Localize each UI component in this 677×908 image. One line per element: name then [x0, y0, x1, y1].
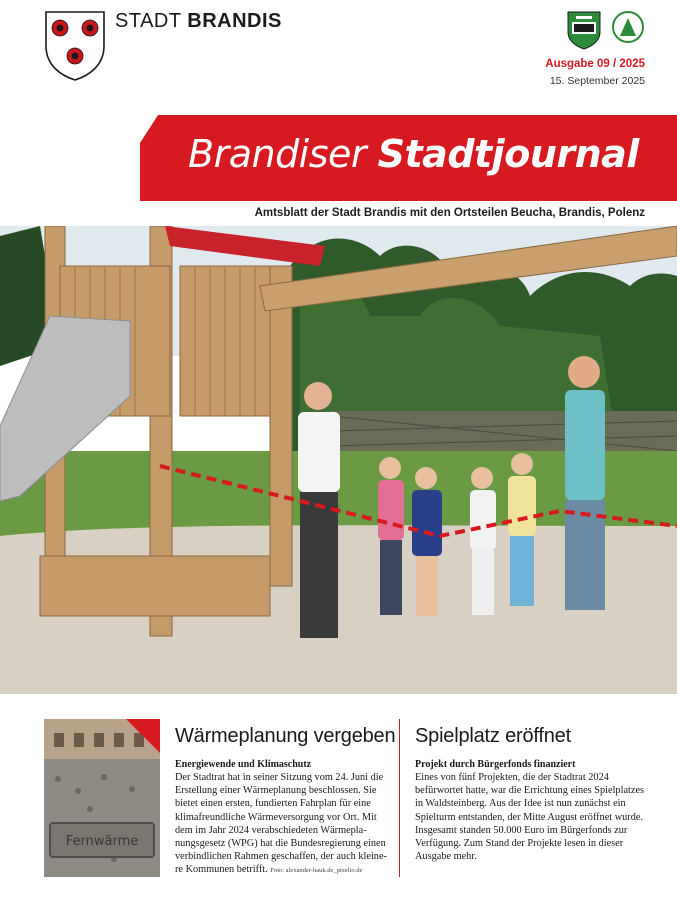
article-body: Der Stadtrat hat in seiner Sitzung vom 24. Juni die Erstellung einer Wärmeplanung beschlossen. Sie bietet einen ersten, fundierten Fahrplan für eine klimafreundliche Wärmeversorgung vor Ort. Mit dem im Jahr 2024 verabschiedeten Wärmepla-nungsgesetz (WPG) hat die Bundesregierung einen verbindlichen Rahmen geschaffen, der auch kleine-re Kommunen betrifft. Foto: alexander-hauk.de_pixelio.de: [175, 772, 387, 876]
issue-info: [545, 57, 645, 88]
article-playground: [415, 722, 647, 863]
article-subtitle: Projekt durch Bürgerfonds finanziert: [415, 759, 576, 770]
article-heat-planning: [175, 722, 396, 878]
plate-text: Fernwärme: [65, 834, 139, 849]
city-name: STADT BRANDIS: [115, 10, 282, 32]
issue-date: 15. September 2025: [549, 75, 645, 87]
hero-photo-playground-opening: [0, 226, 677, 694]
photo-credit: Foto: alexander-hauk.de_pixelio.de: [270, 867, 363, 875]
article-body: Eines von fünf Projekten, die der Stadtrat 2024 befürwortet hatte, war die Errichtung eines Spielplatzes in Waldsteinberg. Aus der Idee ist nun zunächst ein Spielturm entstanden, der Mitte August eröffnet wurde. Insgesamt standen 50.000 Euro im Bürgerfonds zur Verfügung. Zum Stand der Projekte lesen in dieser Ausgabe mehr.: [415, 772, 645, 863]
issue-number: Ausgabe 09 / 2025: [545, 58, 645, 70]
partner-logos: [566, 10, 646, 50]
polenz-logo-icon: [613, 12, 643, 42]
masthead-tagline: Amtsblatt der Stadt Brandis mit den Ortsteilen Beucha, Brandis, Polenz: [254, 207, 645, 219]
column-divider: [399, 719, 400, 877]
masthead-title: Brandiser Stadtjournal: [188, 132, 639, 176]
district-heating-photo: [44, 719, 160, 877]
wurzen-land-crest-icon: [568, 12, 600, 49]
article-title: Spielplatz eröffnet: [415, 725, 571, 747]
brandis-crest-icon: [44, 10, 106, 82]
article-subtitle: Energiewende und Klimaschutz: [175, 759, 312, 770]
article-title: Wärmeplanung vergeben: [175, 725, 396, 747]
